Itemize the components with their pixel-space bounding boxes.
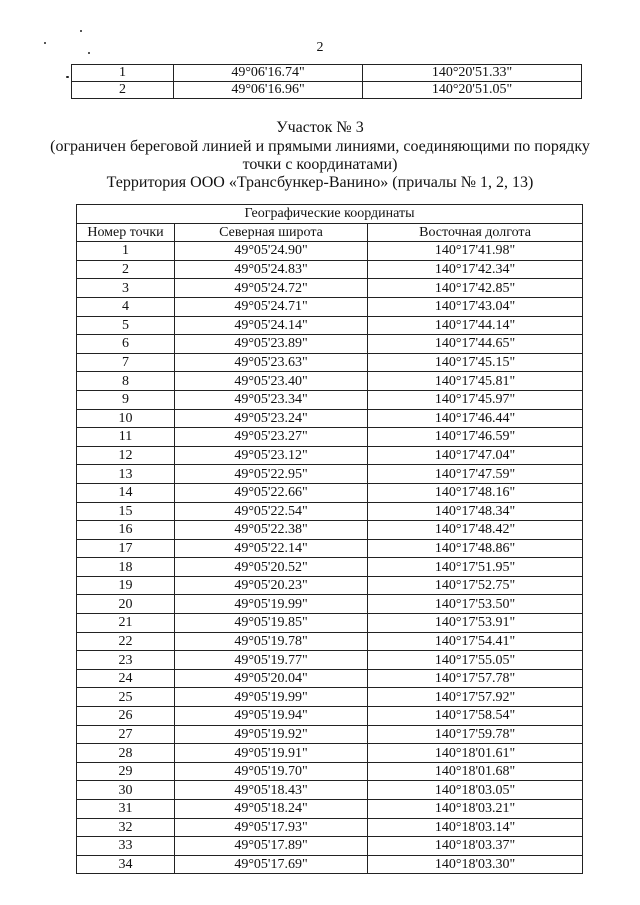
table-row — [77, 483, 583, 502]
table-row — [77, 353, 583, 372]
table-row — [72, 82, 582, 99]
longitude-cell: 140°17'46.44" — [368, 409, 583, 428]
table-row — [77, 762, 583, 781]
point-number-cell: 9 — [77, 390, 175, 409]
table-row — [77, 372, 583, 391]
point-number-cell: 14 — [77, 483, 175, 502]
section-title: Участок № 3 — [276, 119, 364, 136]
point-number-cell: 5 — [77, 316, 175, 335]
point-number-cell: 10 — [77, 409, 175, 428]
column-header-point: Номер точки — [77, 223, 175, 242]
longitude-cell: 140°17'55.05" — [368, 651, 583, 670]
point-number-cell: 8 — [77, 372, 175, 391]
longitude-cell: 140°17'57.92" — [368, 688, 583, 707]
point-number-cell: 1 — [72, 65, 174, 82]
point-number-cell: 33 — [77, 837, 175, 856]
longitude-cell: 140°18'01.68" — [368, 762, 583, 781]
point-number-cell: 2 — [77, 260, 175, 279]
point-number-cell: 28 — [77, 744, 175, 763]
latitude-cell: 49°05'20.23" — [175, 576, 368, 595]
point-number-cell: 16 — [77, 521, 175, 540]
longitude-cell: 140°17'53.50" — [368, 595, 583, 614]
column-header-latitude: Северная широта — [175, 223, 368, 242]
longitude-cell: 140°17'48.42" — [368, 521, 583, 540]
coordinates-table-body — [77, 242, 583, 874]
latitude-cell: 49°05'19.70" — [175, 762, 368, 781]
longitude-cell: 140°18'03.30" — [368, 855, 583, 874]
longitude-cell: 140°17'46.59" — [368, 428, 583, 447]
point-number-cell: 4 — [77, 297, 175, 316]
table-row — [77, 297, 583, 316]
longitude-cell: 140°20'51.05" — [363, 82, 582, 99]
table-row — [77, 539, 583, 558]
point-number-cell: 17 — [77, 539, 175, 558]
longitude-cell: 140°17'44.14" — [368, 316, 583, 335]
longitude-cell: 140°18'03.21" — [368, 800, 583, 819]
latitude-cell: 49°05'17.89" — [175, 837, 368, 856]
latitude-cell: 49°05'19.77" — [175, 651, 368, 670]
latitude-cell: 49°05'23.63" — [175, 353, 368, 372]
group-header-row — [77, 205, 583, 224]
longitude-cell: 140°17'48.16" — [368, 483, 583, 502]
latitude-cell: 49°06'16.74" — [174, 65, 363, 82]
coordinates-table — [76, 204, 583, 874]
point-number-cell: 24 — [77, 669, 175, 688]
longitude-cell: 140°17'47.59" — [368, 465, 583, 484]
point-number-cell: 1 — [77, 242, 175, 261]
table-row — [77, 409, 583, 428]
point-number-cell: 11 — [77, 428, 175, 447]
longitude-cell: 140°17'43.04" — [368, 297, 583, 316]
table-row — [77, 502, 583, 521]
latitude-cell: 49°05'20.52" — [175, 558, 368, 577]
table-row — [72, 65, 582, 82]
latitude-cell: 49°05'18.24" — [175, 800, 368, 819]
longitude-cell: 140°18'03.05" — [368, 781, 583, 800]
longitude-cell: 140°17'45.97" — [368, 390, 583, 409]
table-row — [77, 242, 583, 261]
table-row — [77, 781, 583, 800]
longitude-cell: 140°17'48.86" — [368, 539, 583, 558]
point-number-cell: 12 — [77, 446, 175, 465]
table-row — [77, 521, 583, 540]
latitude-cell: 49°05'17.93" — [175, 818, 368, 837]
top-table-body — [72, 65, 582, 99]
table-row — [77, 855, 583, 874]
column-header-row — [77, 223, 583, 242]
table-row — [77, 390, 583, 409]
latitude-cell: 49°05'18.43" — [175, 781, 368, 800]
latitude-cell: 49°05'22.54" — [175, 502, 368, 521]
point-number-cell: 32 — [77, 818, 175, 837]
latitude-cell: 49°05'23.27" — [175, 428, 368, 447]
latitude-cell: 49°05'24.14" — [175, 316, 368, 335]
longitude-cell: 140°17'51.95" — [368, 558, 583, 577]
table-row — [77, 800, 583, 819]
longitude-cell: 140°17'42.34" — [368, 260, 583, 279]
point-number-cell: 31 — [77, 800, 175, 819]
table-row — [77, 316, 583, 335]
point-number-cell: 30 — [77, 781, 175, 800]
latitude-cell: 49°05'22.38" — [175, 521, 368, 540]
latitude-cell: 49°05'17.69" — [175, 855, 368, 874]
latitude-cell: 49°05'19.99" — [175, 688, 368, 707]
point-number-cell: 21 — [77, 614, 175, 633]
scan-speck — [80, 30, 82, 32]
latitude-cell: 49°05'24.71" — [175, 297, 368, 316]
point-number-cell: 34 — [77, 855, 175, 874]
point-number-cell: 6 — [77, 335, 175, 354]
latitude-cell: 49°05'19.92" — [175, 725, 368, 744]
longitude-cell: 140°18'03.14" — [368, 818, 583, 837]
latitude-cell: 49°05'22.14" — [175, 539, 368, 558]
point-number-cell: 19 — [77, 576, 175, 595]
table-row — [77, 558, 583, 577]
longitude-cell: 140°17'59.78" — [368, 725, 583, 744]
point-number-cell: 7 — [77, 353, 175, 372]
table-row — [77, 446, 583, 465]
point-number-cell: 15 — [77, 502, 175, 521]
table-row — [77, 744, 583, 763]
latitude-cell: 49°05'23.24" — [175, 409, 368, 428]
longitude-cell: 140°17'47.04" — [368, 446, 583, 465]
page-number: 2 — [316, 40, 324, 55]
table-row — [77, 837, 583, 856]
longitude-cell: 140°18'03.37" — [368, 837, 583, 856]
longitude-cell: 140°17'58.54" — [368, 707, 583, 726]
table-row — [77, 260, 583, 279]
table-row — [77, 576, 583, 595]
latitude-cell: 49°05'20.04" — [175, 669, 368, 688]
group-header: Географические координаты — [77, 205, 583, 224]
longitude-cell: 140°17'45.15" — [368, 353, 583, 372]
latitude-cell: 49°05'23.34" — [175, 390, 368, 409]
point-number-cell: 26 — [77, 707, 175, 726]
latitude-cell: 49°06'16.96" — [174, 82, 363, 99]
longitude-cell: 140°17'52.75" — [368, 576, 583, 595]
table-row — [77, 632, 583, 651]
table-row — [77, 335, 583, 354]
table-row — [77, 707, 583, 726]
longitude-cell: 140°17'41.98" — [368, 242, 583, 261]
longitude-cell: 140°17'45.81" — [368, 372, 583, 391]
latitude-cell: 49°05'23.12" — [175, 446, 368, 465]
table-row — [77, 669, 583, 688]
latitude-cell: 49°05'23.40" — [175, 372, 368, 391]
latitude-cell: 49°05'24.72" — [175, 279, 368, 298]
section-territory: Территория ООО «Трансбункер-Ванино» (причалы № 1, 2, 13) — [106, 174, 534, 191]
longitude-cell: 140°17'42.85" — [368, 279, 583, 298]
section-description-line-1: (ограничен береговой линией и прямыми линиями, соединяющими по порядку — [50, 138, 590, 155]
latitude-cell: 49°05'24.90" — [175, 242, 368, 261]
latitude-cell: 49°05'22.95" — [175, 465, 368, 484]
latitude-cell: 49°05'23.89" — [175, 335, 368, 354]
point-number-cell: 13 — [77, 465, 175, 484]
longitude-cell: 140°20'51.33" — [363, 65, 582, 82]
table-row — [77, 614, 583, 633]
table-row — [77, 428, 583, 447]
latitude-cell: 49°05'22.66" — [175, 483, 368, 502]
point-number-cell: 27 — [77, 725, 175, 744]
point-number-cell: 20 — [77, 595, 175, 614]
point-number-cell: 22 — [77, 632, 175, 651]
table-row — [77, 688, 583, 707]
table-row — [77, 651, 583, 670]
longitude-cell: 140°17'57.78" — [368, 669, 583, 688]
column-header-longitude: Восточная долгота — [368, 223, 583, 242]
table-row — [77, 725, 583, 744]
longitude-cell: 140°17'53.91" — [368, 614, 583, 633]
top-coordinates-table — [71, 64, 582, 99]
longitude-cell: 140°17'44.65" — [368, 335, 583, 354]
latitude-cell: 49°05'19.85" — [175, 614, 368, 633]
point-number-cell: 3 — [77, 279, 175, 298]
table-row — [77, 465, 583, 484]
longitude-cell: 140°18'01.61" — [368, 744, 583, 763]
section-description-line-2: точки с координатами) — [242, 156, 398, 173]
table-row — [77, 818, 583, 837]
longitude-cell: 140°17'54.41" — [368, 632, 583, 651]
longitude-cell: 140°17'48.34" — [368, 502, 583, 521]
latitude-cell: 49°05'19.94" — [175, 707, 368, 726]
latitude-cell: 49°05'19.78" — [175, 632, 368, 651]
scan-speck — [66, 76, 69, 78]
table-row — [77, 279, 583, 298]
point-number-cell: 29 — [77, 762, 175, 781]
point-number-cell: 23 — [77, 651, 175, 670]
point-number-cell: 2 — [72, 82, 174, 99]
point-number-cell: 25 — [77, 688, 175, 707]
latitude-cell: 49°05'24.83" — [175, 260, 368, 279]
table-row — [77, 595, 583, 614]
point-number-cell: 18 — [77, 558, 175, 577]
latitude-cell: 49°05'19.99" — [175, 595, 368, 614]
latitude-cell: 49°05'19.91" — [175, 744, 368, 763]
